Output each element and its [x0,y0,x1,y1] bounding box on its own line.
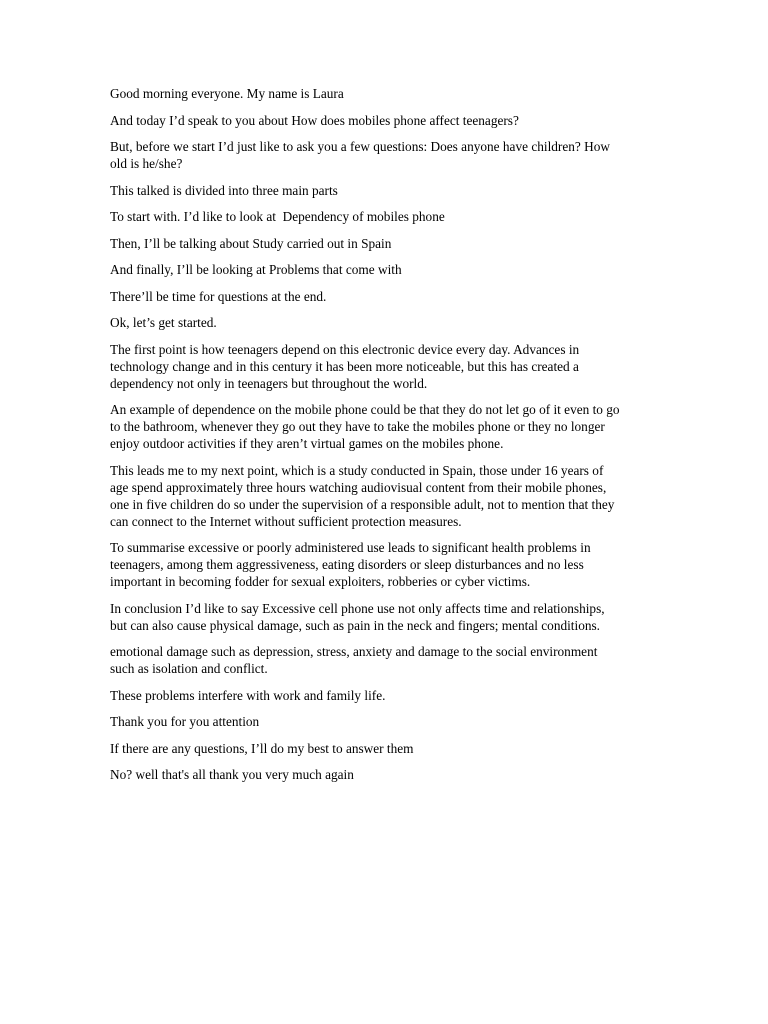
paragraph-dependence-example: An example of dependence on the mobile phone could be that they do not let go of it even to go to the bathroom, whenever they go out they have to take the mobiles phone or they no longer enjoy outdoor activities if they aren’t virtual games on the mobiles phone. [110,402,620,451]
paragraph-emotional-damage: emotional damage such as depression, stress, anxiety and damage to the social environment such as isolation and conflict. [110,644,598,676]
paragraph-conclusion: In conclusion I’d like to say Excessive cell phone use not only affects time and relationships, but can also cause physical damage, such as pain in the neck and fingers; mental conditions. [110,600,605,633]
paragraph-spain-study: This leads me to my next point, which is a study conducted in Spain, those under 16 years of age spend approximately three hours watching audiovisual content from their mobile phones, one in five children do so under the supervision of a responsible adult, not to mention that they can connect to the Internet without sufficient protection measures. [110,462,615,529]
paragraph-closing: No? well that's all thank you very much again [110,767,354,782]
paragraph-topic: And today I’d speak to you about How does mobiles phone affect teenagers? [110,112,519,128]
paragraph-part-two: Then, I’ll be talking about Study carried out in Spain [110,235,392,251]
paragraph-questions: But, before we start I’d just like to ask you a few questions: Does anyone have children? How old is he/she? [110,139,610,171]
paragraph-greeting: Good morning everyone. My name is Laura [110,86,344,101]
paragraph-start: Ok, let’s get started. [110,315,217,330]
document-body [110,85,658,793]
paragraph-thanks: Thank you for you attention [110,714,260,729]
paragraph-part-three: And finally, I’ll be looking at Problems that come with [110,262,402,277]
paragraph-structure: This talked is divided into three main parts [110,182,338,198]
paragraph-part-one: To start with. I’d like to look at Dependency of mobiles phone [110,209,445,224]
paragraph-problems: These problems interfere with work and family life. [110,687,386,703]
paragraph-first-point: The first point is how teenagers depend on this electronic device every day. Advances in technology change and in this century it has been more noticeable, but this has created a dependency not only in teenagers but throughout the world. [110,341,580,391]
paragraph-invite-questions: If there are any questions, I’ll do my best to answer them [110,740,414,756]
paragraph-questions-note: There’ll be time for questions at the end. [110,288,327,304]
paragraph-summary: To summarise excessive or poorly administered use leads to significant health problems in teenagers, among them aggressiveness, eating disorders or sleep disturbances and no less important in becoming fodder for sexual exploiters, robberies or cyber victims. [110,540,591,589]
